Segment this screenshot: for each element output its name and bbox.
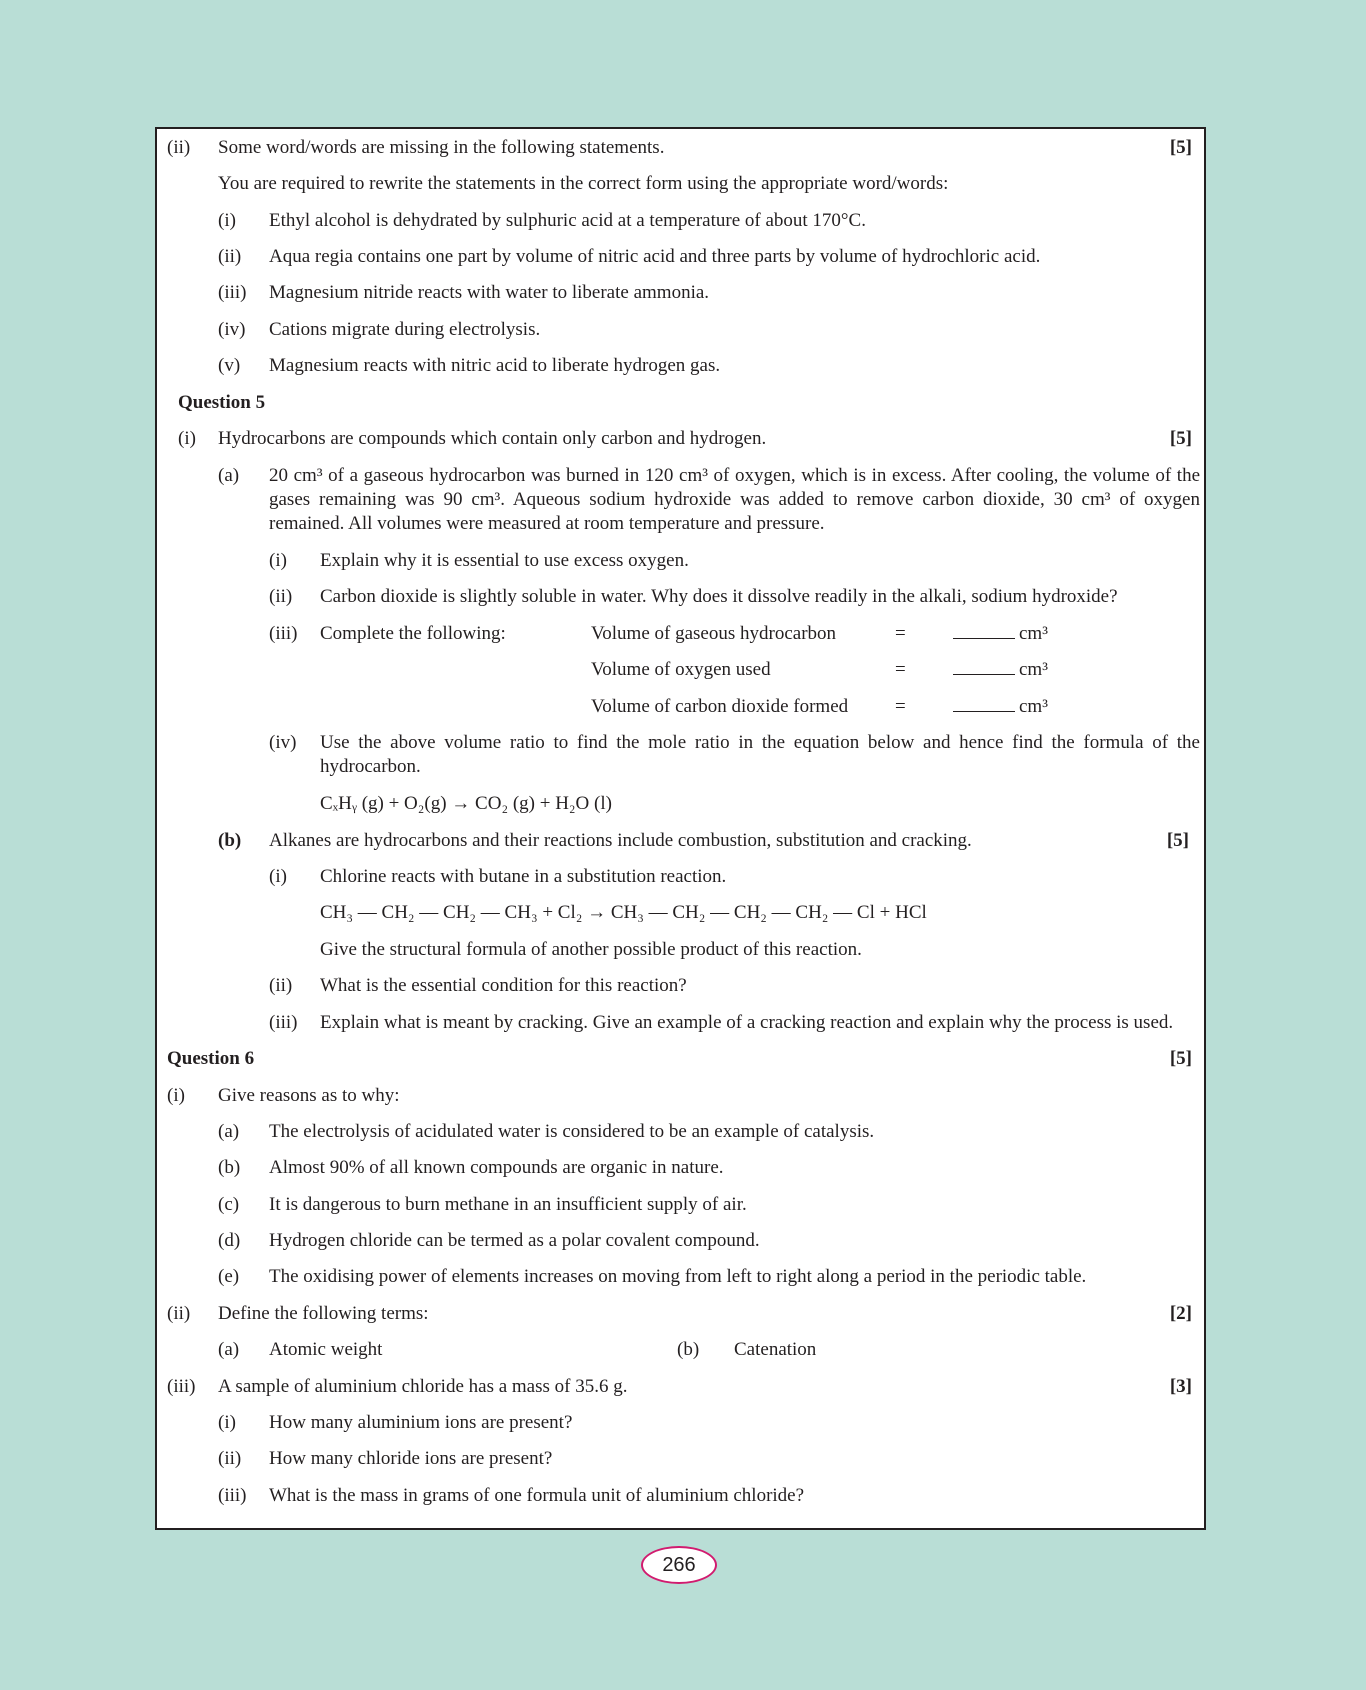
combustion-equation: CₓHᵧ (g) + O₂(g) → CO₂ (g) + H₂O (l) (320, 793, 612, 814)
q5-a-i-text: Explain why it is essential to use excess oxygen. (320, 550, 689, 571)
q5-a-text: 20 cm³ of a gaseous hydrocarbon was burned in 120 cm³ of oxygen, which is in excess. After cooling, the volume of the gases remaining was 90 cm³. Aqueous sodium hydroxide was added to remove carbon dioxide, 30 cm³ of oxygen remained. All volumes were measured at room temperature and pressure. (269, 465, 1200, 534)
volume-table-unit: cm³ (1019, 696, 1048, 717)
q6-i-item-text: Hydrogen chloride can be termed as a polar covalent compound. (269, 1230, 760, 1251)
q5-b-text: Alkanes are hydrocarbons and their reactions include combustion, substitution and cracking. (269, 830, 972, 851)
q5-a-number: (a) (218, 465, 240, 486)
q6-i-item-text: It is dangerous to burn methane in an insufficient supply of air. (269, 1194, 747, 1215)
q5-i-number: (i) (178, 428, 196, 449)
q5-b-i-number: (i) (269, 866, 287, 887)
exam-page (155, 127, 1206, 1530)
q6-i-item-text: The electrolysis of acidulated water is considered to be an example of catalysis. (269, 1121, 875, 1142)
question-6-title: Question 6 (167, 1048, 255, 1069)
volume-table-label: Volume of carbon dioxide formed (591, 696, 849, 717)
question-5-title: Question 5 (178, 392, 266, 413)
q4-ii-item-text: Magnesium reacts with nitric acid to liberate hydrogen gas. (269, 355, 721, 376)
q6-i-item-number: (d) (218, 1230, 241, 1251)
volume-table-unit: cm³ (1019, 623, 1048, 644)
q4-ii-item-text: Cations migrate during electrolysis. (269, 319, 541, 340)
q5-a-iii-text: Complete the following: (320, 623, 506, 644)
q4-ii-item-number: (iv) (218, 319, 246, 340)
q6-i-item-number: (a) (218, 1121, 240, 1142)
volume-table-blank (953, 622, 1048, 646)
q4-ii-text: Some word/words are missing in the following statements. (218, 137, 665, 158)
q4-ii-item-number: (v) (218, 355, 241, 376)
substitution-equation: CH₃ — CH₂ — CH₂ — CH₃ + Cl₂ → CH₃ — CH₂ — CH₂ — CH₂ — Cl + HCl (320, 902, 927, 923)
q5-a-iv-text: Use the above volume ratio to find the mole ratio in the equation below and hence find the formula of the hydrocarbon. (320, 732, 1200, 777)
volume-table-blank (953, 658, 1048, 682)
q4-ii-item-text: Magnesium nitride reacts with water to liberate ammonia. (269, 282, 710, 303)
q4-ii-item-number: (iii) (218, 282, 247, 303)
q6-iii-item-text: What is the mass in grams of one formula unit of aluminium chloride? (269, 1485, 805, 1506)
q5-a-iv-number: (iv) (269, 732, 297, 753)
q4-ii-item-number: (ii) (218, 246, 242, 267)
q6-iii-item-number: (i) (218, 1412, 236, 1433)
q4-ii-instruction: You are required to rewrite the statements in the correct form using the appropriate word/words: (218, 173, 949, 194)
q6-iii-item-number: (iii) (218, 1485, 247, 1506)
q6-ii-marks: [2] (1169, 1303, 1192, 1324)
q6-i-item-number: (b) (218, 1157, 241, 1178)
q6-iii-item-number: (ii) (218, 1448, 242, 1469)
q6-ii-b-number: (b) (677, 1339, 700, 1360)
volume-table-unit: cm³ (1019, 659, 1048, 680)
q5-a-i-number: (i) (269, 550, 287, 571)
q4-ii-item-text: Aqua regia contains one part by volume of nitric acid and three parts by volume of hydrochloric acid. (269, 246, 1041, 267)
q6-ii-text: Define the following terms: (218, 1303, 429, 1324)
q5-b-i-text-2: Give the structural formula of another possible product of this reaction. (320, 939, 862, 960)
q4-ii-item-text: Ethyl alcohol is dehydrated by sulphuric acid at a temperature of about 170°C. (269, 210, 866, 231)
q5-b-ii-number: (ii) (269, 975, 293, 996)
q6-i-text: Give reasons as to why: (218, 1085, 400, 1106)
q5-i-text: Hydrocarbons are compounds which contain only carbon and hydrogen. (218, 428, 767, 449)
volume-table-equals: = (895, 623, 906, 644)
volume-table-blank (953, 695, 1048, 719)
volume-table-label: Volume of oxygen used (591, 659, 771, 680)
q5-a-iii-number: (iii) (269, 623, 298, 644)
q6-ii-number: (ii) (167, 1303, 191, 1324)
page-number: 266 (641, 1546, 717, 1584)
q6-i-item-text: The oxidising power of elements increases on moving from left to right along a period in the periodic table. (269, 1266, 1087, 1287)
q5-b-iii-number: (iii) (269, 1012, 298, 1033)
q6-i-item-text: Almost 90% of all known compounds are organic in nature. (269, 1157, 724, 1178)
q5-b-number: (b) (218, 830, 242, 851)
q6-i-item-number: (c) (218, 1194, 240, 1215)
q5-a-ii-text: Carbon dioxide is slightly soluble in water. Why does it dissolve readily in the alkali, sodium hydroxide? (320, 586, 1118, 607)
q6-i-item-number: (e) (218, 1266, 240, 1287)
q5-i-marks: [5] (1169, 428, 1192, 449)
volume-table-label: Volume of gaseous hydrocarbon (591, 623, 837, 644)
q5-b-ii-text: What is the essential condition for this reaction? (320, 975, 687, 996)
q5-b-i-text: Chlorine reacts with butane in a substitution reaction. (320, 866, 727, 887)
volume-table-equals: = (895, 696, 906, 717)
q5-b-marks: [5] (1166, 830, 1189, 851)
q6-iii-item-text: How many aluminium ions are present? (269, 1412, 573, 1433)
q6-ii-a-text: Atomic weight (269, 1339, 383, 1360)
q6-iii-number: (iii) (167, 1376, 196, 1397)
q6-iii-marks: [3] (1169, 1376, 1192, 1397)
q5-a-ii-number: (ii) (269, 586, 293, 607)
q4-ii-item-number: (i) (218, 210, 236, 231)
volume-table-equals: = (895, 659, 906, 680)
q5-b-iii-text: Explain what is meant by cracking. Give an example of a cracking reaction and explain why the process is used. (320, 1012, 1174, 1033)
q6-ii-a-number: (a) (218, 1339, 240, 1360)
q6-iii-item-text: How many chloride ions are present? (269, 1448, 553, 1469)
q4-ii-number: (ii) (167, 137, 191, 158)
q6-ii-b-text: Catenation (734, 1339, 817, 1360)
q6-i-number: (i) (167, 1085, 185, 1106)
q4-ii-marks: [5] (1169, 137, 1192, 158)
q6-iii-text: A sample of aluminium chloride has a mass of 35.6 g. (218, 1376, 628, 1397)
q6-marks: [5] (1169, 1048, 1192, 1069)
